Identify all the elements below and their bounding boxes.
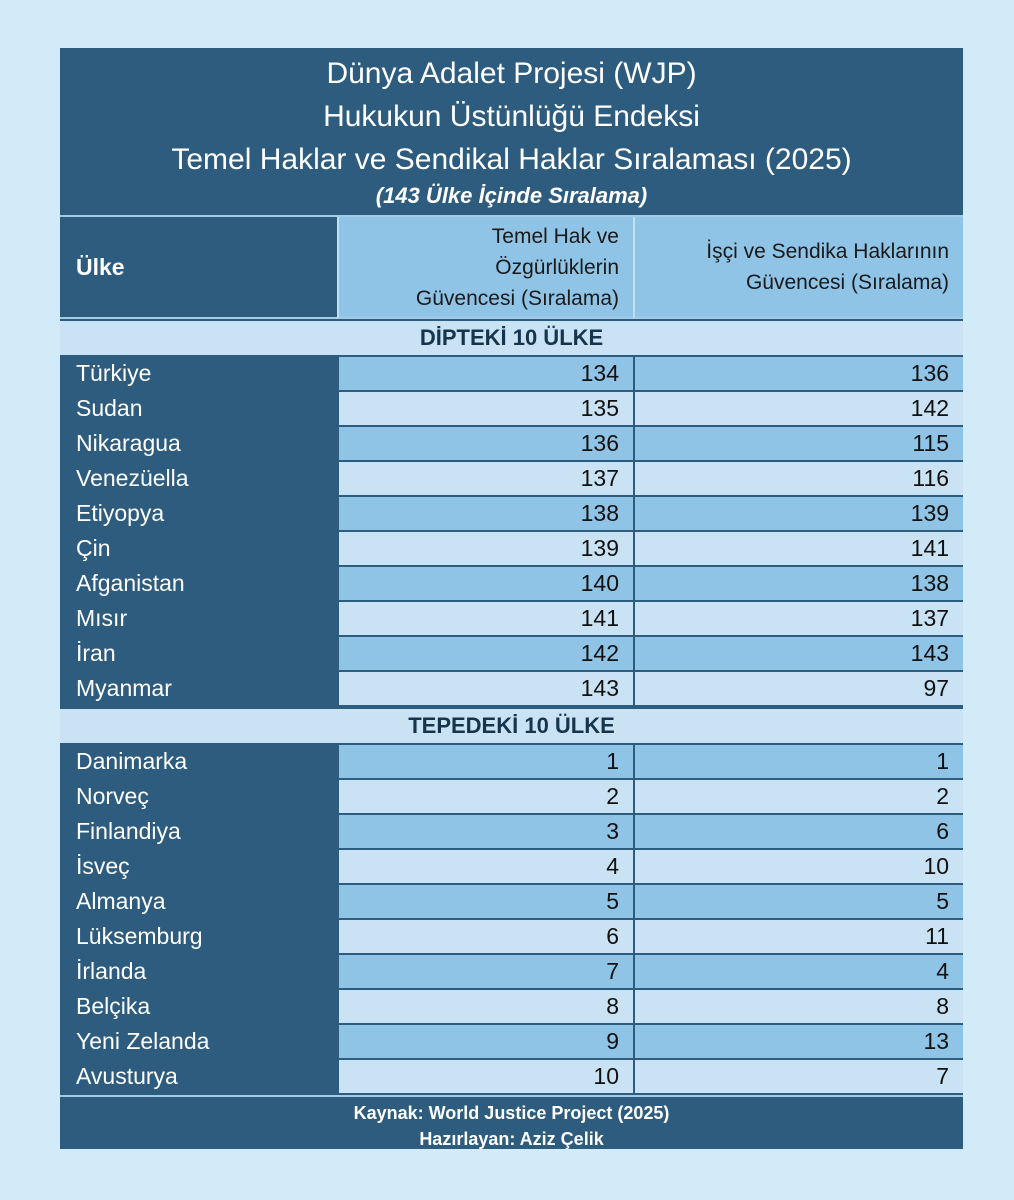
- title-line-2: Hukukun Üstünlüğü Endeksi: [323, 100, 700, 133]
- ranking-table-panel: [60, 48, 963, 1149]
- union-rights-rank: 138: [633, 567, 963, 602]
- country-cell: İrlanda: [60, 955, 337, 990]
- table-row: [60, 462, 963, 497]
- country-cell: Lüksemburg: [60, 920, 337, 955]
- union-rights-rank: 1: [633, 745, 963, 780]
- table-row: [60, 1025, 963, 1060]
- basic-rights-rank: 2: [337, 780, 633, 815]
- union-rights-rank: 10: [633, 850, 963, 885]
- section-label: TEPEDEKİ 10 ÜLKE: [60, 707, 963, 745]
- table-row: [60, 532, 963, 567]
- header-row: [60, 217, 963, 319]
- header-country: Ülke: [60, 217, 337, 319]
- basic-rights-rank: 137: [337, 462, 633, 497]
- union-rights-rank: 139: [633, 497, 963, 532]
- header-union-line-2: Güvencesi (Sıralama): [745, 271, 950, 294]
- country-cell: Türkiye: [60, 357, 337, 392]
- table-row: [60, 357, 963, 392]
- table-row: [60, 392, 963, 427]
- footer-source: Kaynak: World Justice Project (2025): [353, 1103, 670, 1123]
- title-row: [60, 48, 963, 217]
- table-row: [60, 955, 963, 990]
- country-cell: Almanya: [60, 885, 337, 920]
- basic-rights-rank: 141: [337, 602, 633, 637]
- table-row: [60, 815, 963, 850]
- union-rights-rank: 115: [633, 427, 963, 462]
- union-rights-rank: 136: [633, 357, 963, 392]
- table-row: [60, 990, 963, 1025]
- basic-rights-rank: 3: [337, 815, 633, 850]
- country-cell: Çin: [60, 532, 337, 567]
- country-cell: Belçika: [60, 990, 337, 1025]
- union-rights-rank: 13: [633, 1025, 963, 1060]
- country-cell: Nikaragua: [60, 427, 337, 462]
- basic-rights-rank: 10: [337, 1060, 633, 1095]
- footer: [60, 1095, 963, 1155]
- basic-rights-rank: 134: [337, 357, 633, 392]
- basic-rights-rank: 8: [337, 990, 633, 1025]
- country-cell: Danimarka: [60, 745, 337, 780]
- ranking-table: [60, 48, 963, 1155]
- table-row: [60, 637, 963, 672]
- basic-rights-rank: 4: [337, 850, 633, 885]
- country-cell: Finlandiya: [60, 815, 337, 850]
- section-label: DİPTEKİ 10 ÜLKE: [60, 319, 963, 357]
- union-rights-rank: 8: [633, 990, 963, 1025]
- table-row: [60, 497, 963, 532]
- header-basic-line-3: Güvencesi (Sıralama): [415, 286, 619, 310]
- country-cell: Venezüella: [60, 462, 337, 497]
- title-subtitle: (143 Ülke İçinde Sıralama): [375, 183, 648, 208]
- section-row: [60, 319, 963, 357]
- table-row: [60, 745, 963, 780]
- basic-rights-rank: 7: [337, 955, 633, 990]
- table-row: [60, 427, 963, 462]
- basic-rights-rank: 143: [337, 672, 633, 707]
- basic-rights-rank: 139: [337, 532, 633, 567]
- basic-rights-rank: 140: [337, 567, 633, 602]
- title-line-1: Dünya Adalet Projesi (WJP): [326, 57, 697, 90]
- table-title: [60, 48, 963, 217]
- table-row: [60, 885, 963, 920]
- country-cell: Afganistan: [60, 567, 337, 602]
- country-cell: Sudan: [60, 392, 337, 427]
- basic-rights-rank: 136: [337, 427, 633, 462]
- basic-rights-rank: 6: [337, 920, 633, 955]
- union-rights-rank: 141: [633, 532, 963, 567]
- union-rights-rank: 142: [633, 392, 963, 427]
- table-row: [60, 780, 963, 815]
- country-cell: Avusturya: [60, 1060, 337, 1095]
- union-rights-rank: 6: [633, 815, 963, 850]
- title-line-3: Temel Haklar ve Sendikal Haklar Sıralaması (2025): [171, 143, 852, 176]
- union-rights-rank: 143: [633, 637, 963, 672]
- table-row: [60, 672, 963, 707]
- table-row: [60, 850, 963, 885]
- basic-rights-rank: 5: [337, 885, 633, 920]
- union-rights-rank: 2: [633, 780, 963, 815]
- header-basic-rights: [337, 217, 633, 319]
- header-basic-line-1: Temel Hak ve: [491, 224, 619, 248]
- header-basic-line-2: Özgürlüklerin: [495, 255, 619, 279]
- country-cell: İsveç: [60, 850, 337, 885]
- union-rights-rank: 137: [633, 602, 963, 637]
- section-row: [60, 707, 963, 745]
- country-cell: Yeni Zelanda: [60, 1025, 337, 1060]
- country-cell: Myanmar: [60, 672, 337, 707]
- table-row: [60, 1060, 963, 1095]
- basic-rights-rank: 142: [337, 637, 633, 672]
- header-union-line-1: İşçi ve Sendika Haklarının: [706, 240, 950, 263]
- country-cell: İran: [60, 637, 337, 672]
- basic-rights-rank: 138: [337, 497, 633, 532]
- footer-row: [60, 1095, 963, 1155]
- table-row: [60, 920, 963, 955]
- country-cell: Etiyopya: [60, 497, 337, 532]
- union-rights-rank: 7: [633, 1060, 963, 1095]
- union-rights-rank: 116: [633, 462, 963, 497]
- basic-rights-rank: 9: [337, 1025, 633, 1060]
- table-row: [60, 567, 963, 602]
- basic-rights-rank: 1: [337, 745, 633, 780]
- basic-rights-rank: 135: [337, 392, 633, 427]
- country-cell: Norveç: [60, 780, 337, 815]
- union-rights-rank: 11: [633, 920, 963, 955]
- header-union-rights: [633, 217, 963, 319]
- union-rights-rank: 5: [633, 885, 963, 920]
- union-rights-rank: 97: [633, 672, 963, 707]
- union-rights-rank: 4: [633, 955, 963, 990]
- country-cell: Mısır: [60, 602, 337, 637]
- table-row: [60, 602, 963, 637]
- footer-author: Hazırlayan: Aziz Çelik: [419, 1129, 604, 1149]
